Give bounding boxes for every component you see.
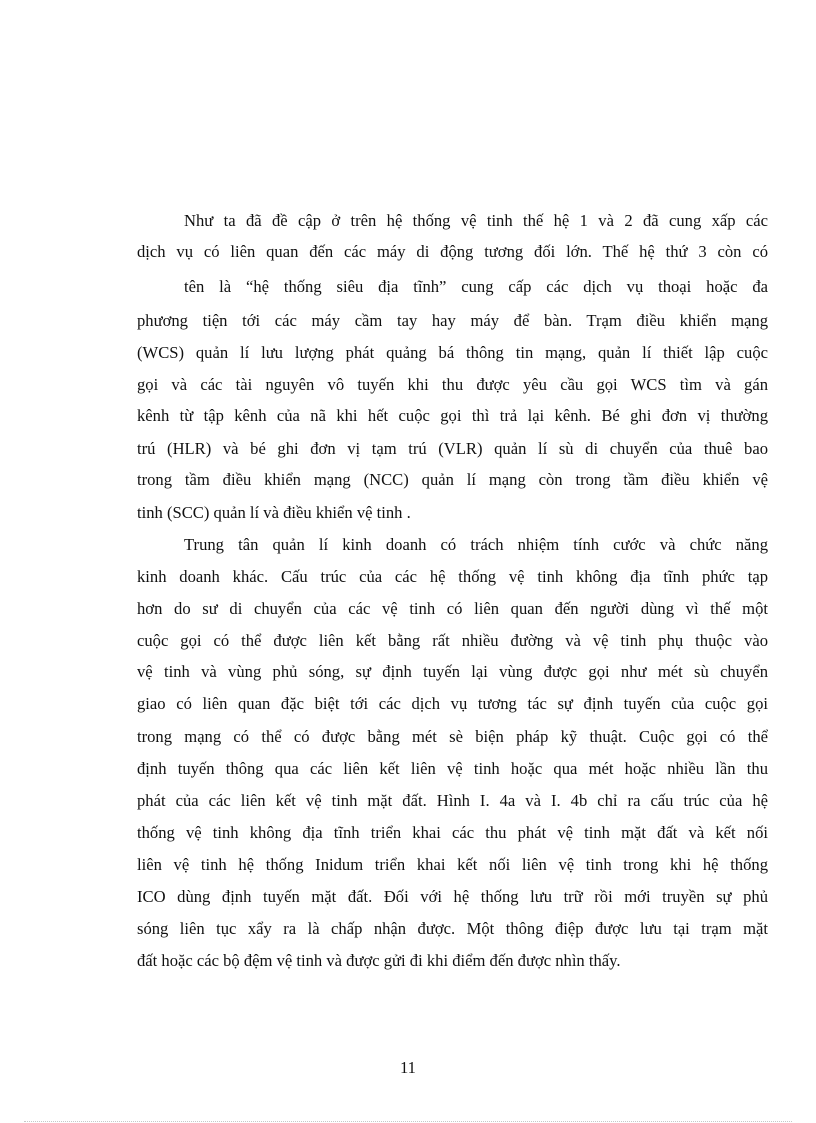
paragraph-2-line-6: giao có liên quan đặc biệt tới các dịch vụ tương tác sự định tuyến của cuộc gọi [137, 694, 768, 713]
paragraph-1-line-2: dịch vụ có liên quan đến các máy di động tương đối lớn. Thế hệ thứ 3 còn có [137, 242, 768, 261]
paragraph-2-line-12: ICO dùng định tuyến mặt đất. Đối với hệ thống lưu trữ rồi mới truyền sự phủ [137, 887, 768, 906]
paragraph-1-line-8: trú (HLR) và bé ghi đơn vị tạm trú (VLR) quản lí sù di chuyển của thuê bao [137, 439, 768, 458]
paragraph-2-line-7: trong mạng có thể có được bằng mét sè biện pháp kỹ thuật. Cuộc gọi có thể [137, 727, 768, 746]
paragraph-2-line-3: hơn do sư di chuyển của các vệ tinh có liên quan đến người dùng vì thế một [137, 599, 768, 618]
paragraph-1-line-7: kênh từ tập kênh của nã khi hết cuộc gọi thì trả lại kênh. Bé ghi đơn vị thường [137, 406, 768, 425]
paragraph-2-line-9: phát của các liên kết vệ tinh mặt đất. Hình I. 4a và I. 4b chỉ ra cấu trúc của hệ [137, 791, 768, 810]
paragraph-2-line-14: đất hoặc các bộ đệm vệ tinh và được gửi đi khi điểm đến được nhìn thấy. [137, 951, 621, 970]
paragraph-2-line-10: thống vệ tinh không địa tĩnh triển khai các thu phát vệ tinh mặt đất và kết nối [137, 823, 768, 842]
paragraph-2-line-11: liên vệ tinh hệ thống Inidum triển khai kết nối liên vệ tinh trong khi hệ thống [137, 855, 768, 874]
paragraph-1-line-10: tinh (SCC) quản lí và điều khiển vệ tinh . [137, 503, 411, 522]
paragraph-2-line-2: kinh doanh khác. Cấu trúc của các hệ thống vệ tinh không địa tĩnh phức tạp [137, 567, 768, 586]
page-bottom-rule [24, 1121, 792, 1122]
paragraph-1-line-9: trong tầm điều khiển mạng (NCC) quản lí mạng còn trong tầm điều khiển vệ [137, 470, 768, 489]
paragraph-1-line-5: (WCS) quản lí lưu lượng phát quảng bá thông tin mạng, quản lí thiết lập cuộc [137, 343, 768, 362]
paragraph-1-line-4: phương tiện tới các máy cầm tay hay máy để bàn. Trạm điều khiển mạng [137, 311, 768, 330]
paragraph-1-line-3: tên là “hệ thống siêu địa tĩnh” cung cấp các dịch vụ thoại hoặc đa [184, 277, 768, 296]
paragraph-2-line-1: Trung tân quản lí kinh doanh có trách nhiệm tính cước và chức năng [184, 535, 768, 554]
paragraph-2-line-5: vệ tinh và vùng phủ sóng, sự định tuyến lại vùng được gọi như mét sù chuyển [137, 662, 768, 681]
paragraph-1-line-1: Như ta đã đề cập ở trên hệ thống vệ tinh thế hệ 1 và 2 đã cung xấp các [184, 211, 768, 230]
paragraph-1-line-6: gọi và các tài nguyên vô tuyến khi thu được yêu cầu gọi WCS tìm và gán [137, 375, 768, 394]
paragraph-2-line-8: định tuyến thông qua các liên kết liên vệ tinh hoặc qua mét hoặc nhiều lần thu [137, 759, 768, 778]
paragraph-2-line-4: cuộc gọi có thể được liên kết bằng rất nhiều đường và vệ tinh phụ thuộc vào [137, 631, 768, 650]
paragraph-2-line-13: sóng liên tục xẩy ra là chấp nhận được. Một thông điệp được lưu tại trạm mặt [137, 919, 768, 938]
page-number: 11 [400, 1058, 416, 1077]
